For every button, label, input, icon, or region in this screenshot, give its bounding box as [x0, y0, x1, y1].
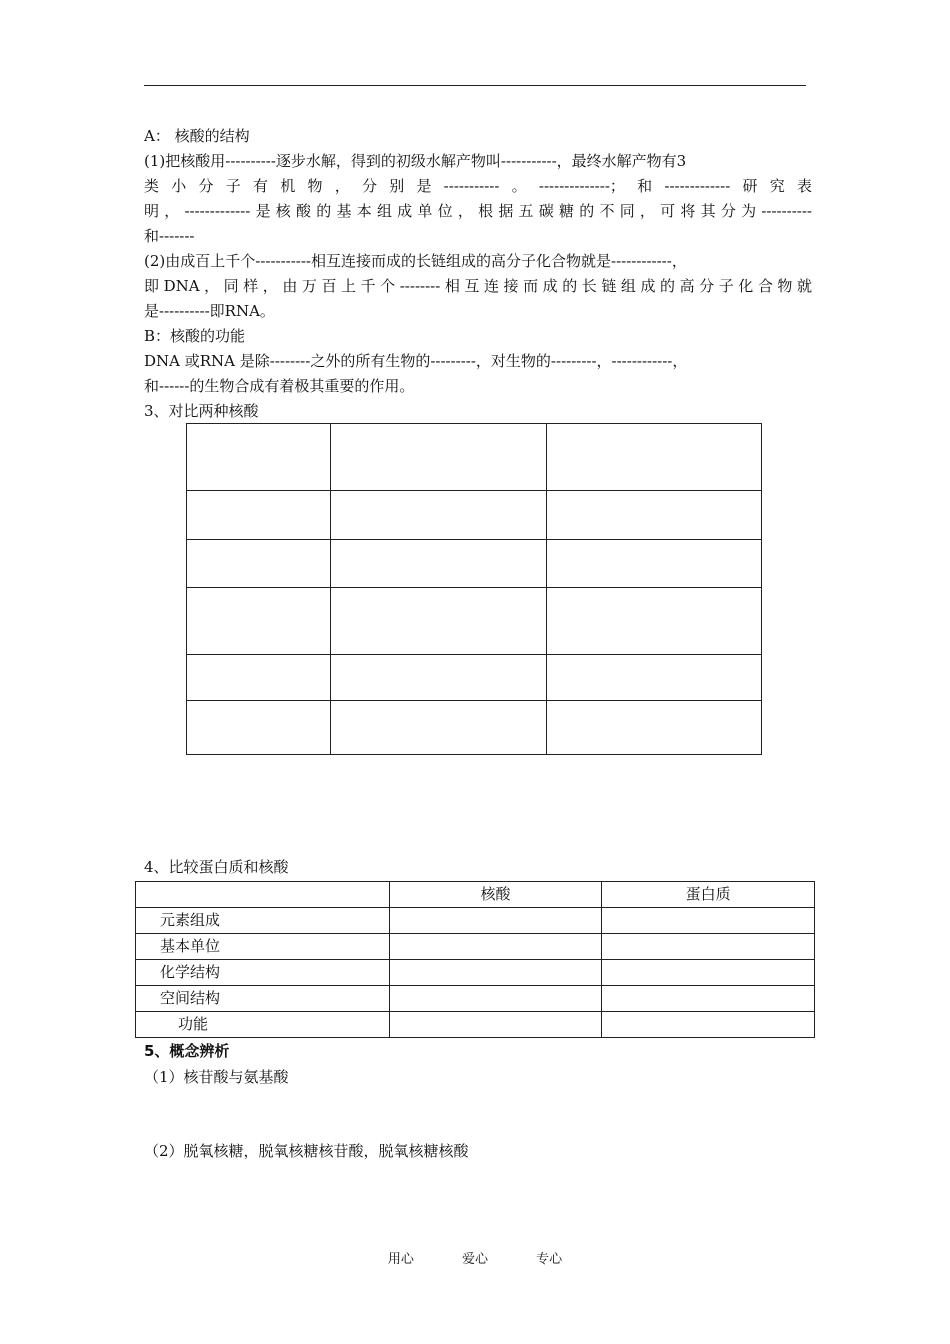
- section-b-title: B：核酸的功能: [144, 327, 246, 345]
- table-row: [187, 701, 762, 755]
- table-row: [187, 424, 762, 491]
- table-cell: [331, 424, 546, 491]
- table-cell: [389, 908, 602, 934]
- table-row: [136, 908, 815, 934]
- table-cell: [389, 960, 602, 986]
- table-cell: [331, 701, 546, 755]
- row-label: 空间结构: [136, 986, 390, 1012]
- table-row: [136, 934, 815, 960]
- row-label: 化学结构: [136, 960, 390, 986]
- row-label: 元素组成: [136, 908, 390, 934]
- table-row: [187, 588, 762, 655]
- row-label: 功能: [136, 1012, 390, 1038]
- section-5-title: 5、概念辨析: [144, 1042, 230, 1060]
- table-cell: [602, 934, 815, 960]
- table-cell: [602, 986, 815, 1012]
- table-cell: [331, 491, 546, 540]
- table-header-cell: 蛋白质: [602, 882, 815, 908]
- table-cell: [331, 655, 546, 701]
- table-cell: [331, 588, 546, 655]
- section-a-line-3: 明，-------------是核酸的基本组成单位，根据五碳糖的不同，可将其分为----------: [144, 202, 812, 220]
- table-row: [187, 655, 762, 701]
- table-cell: [187, 491, 331, 540]
- table-row: [136, 960, 815, 986]
- section-a-b: [144, 124, 812, 424]
- table-cell: [546, 540, 761, 588]
- footer-text-3: 专心: [536, 1252, 563, 1267]
- page-footer: [0, 1248, 950, 1267]
- table-cell: [546, 701, 761, 755]
- table-cell: [389, 934, 602, 960]
- compare-nucleic-acids-table: [186, 423, 762, 755]
- footer-text-1: 用心: [387, 1252, 414, 1267]
- section-b-line-2: 和------的生物合成有着极其重要的作用。: [144, 377, 415, 395]
- table-header-cell: [136, 882, 390, 908]
- table-cell: [331, 540, 546, 588]
- table-cell: [602, 908, 815, 934]
- section-4-title: 4、比较蛋白质和核酸: [144, 858, 289, 876]
- row-label: 基本单位: [136, 934, 390, 960]
- section-b-line-1: DNA 或RNA 是除--------之外的所有生物的---------，对生物的---------，------------，: [144, 352, 688, 370]
- table-cell: [546, 491, 761, 540]
- table-row: [136, 1012, 815, 1038]
- section-a-line-4: 和-------: [144, 227, 195, 245]
- table-row: [187, 491, 762, 540]
- section-a-line-5: (2)由成百上千个-----------相互连接而成的长链组成的高分子化合物就是------------，: [144, 252, 687, 270]
- table-cell: [187, 701, 331, 755]
- section-5-item-2: （2）脱氧核糖，脱氧核糖核苷酸，脱氧核糖核酸: [144, 1142, 469, 1160]
- table-cell: [602, 960, 815, 986]
- table-row: [136, 986, 815, 1012]
- header-rule: [144, 85, 806, 86]
- section-5-item-1: （1）核苷酸与氨基酸: [144, 1068, 289, 1086]
- section-a-line-7: 是----------即RNA。: [144, 302, 275, 320]
- table-cell: [389, 986, 602, 1012]
- table-cell: [187, 588, 331, 655]
- table-cell: [546, 424, 761, 491]
- table-cell: [187, 540, 331, 588]
- table-cell: [602, 1012, 815, 1038]
- table-cell: [187, 655, 331, 701]
- section-a-title: A： 核酸的结构: [144, 127, 250, 145]
- table-cell: [187, 424, 331, 491]
- table-cell: [546, 588, 761, 655]
- table-row: [187, 540, 762, 588]
- table-cell: [546, 655, 761, 701]
- section-3-title: 3、对比两种核酸: [144, 402, 259, 420]
- footer-text-2: 爱心: [461, 1252, 488, 1267]
- section-a-line-1: (1)把核酸用----------逐步水解，得到的初级水解产物叫-----------，最终水解产物有3: [144, 152, 687, 170]
- section-a-line-2: 类小分子有机物，分别是-----------。--------------；和-------------研究表: [144, 177, 812, 195]
- compare-protein-nucleic-table: [135, 881, 815, 1038]
- table-cell: [389, 1012, 602, 1038]
- table-header-row: [136, 882, 815, 908]
- table-header-cell: 核酸: [389, 882, 602, 908]
- section-a-line-6: 即DNA，同样，由万百上千个--------相互连接而成的长链组成的高分子化合物就: [144, 277, 812, 295]
